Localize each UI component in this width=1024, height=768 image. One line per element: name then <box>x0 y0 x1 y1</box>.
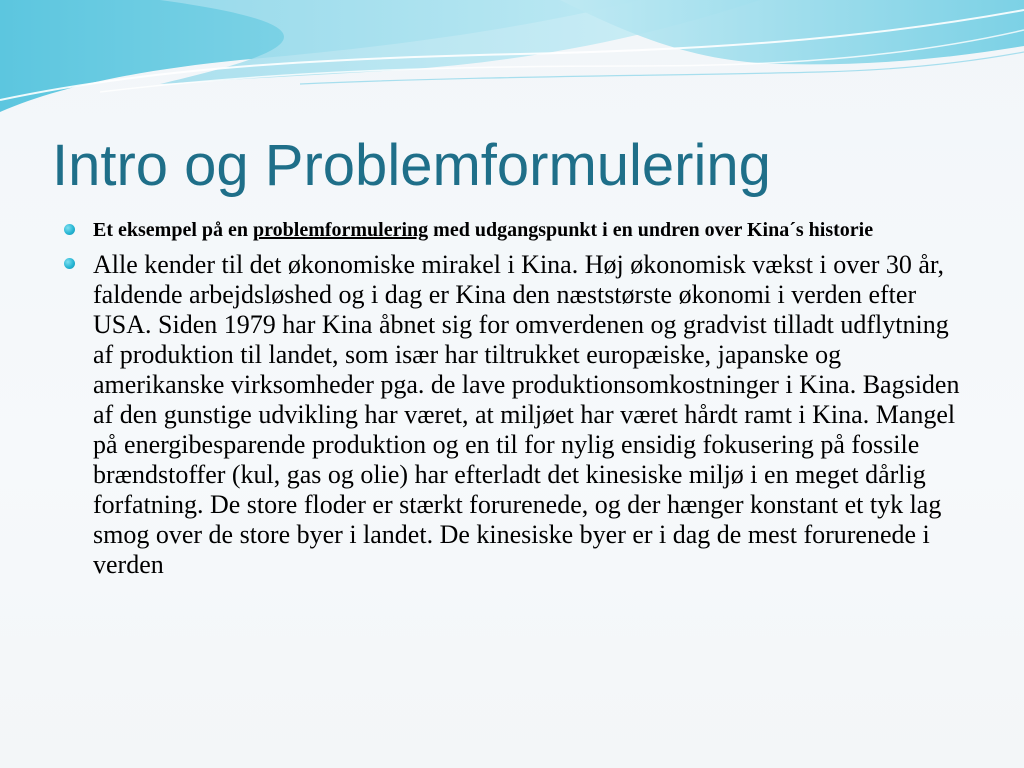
bullet-intro-after: med udgangspunkt i en undren over Kina´s historie <box>428 219 874 241</box>
slide-title: Intro og Problemformulering <box>52 133 771 198</box>
bullet-item-body <box>64 250 964 580</box>
wave-decoration <box>0 0 1024 130</box>
bullet-intro-underlined: problemformulering <box>253 219 429 241</box>
bullet-dot-icon <box>64 258 75 269</box>
bullet-body-text: Alle kender til det økonomiske mirakel i Kina. Høj økonomisk vækst i over 30 år, faldende arbejdsløshed og i dag er Kina den næststørste økonomi i verden efter USA. Siden 1979 har Kina åbnet sig for omverdenen og gradvist tilladt udflytning af produktion til landet, som især har tiltrukket europæiske, japanske og amerikanske virksomheder pga. de lave produktionsomkostninger i Kina. Bagsiden af den gunstige udvikling har været, at miljøet har været hårdt ramt i Kina. Mangel på energibesparende produktion og en til for nylig ensidig fokusering på fossile brændstoffer (kul, gas og olie) har efterladt det kinesiske miljø i en meget dårlig forfatning. De store floder er stærkt forurenede, og der hænger konstant et tyk lag smog over de store byer i landet. De kinesiske byer er i dag de mest forurenede i verden <box>93 250 960 579</box>
bullet-item-intro <box>64 218 964 243</box>
bullet-intro-before: Et eksempel på en <box>93 219 253 241</box>
bullet-dot-icon <box>64 224 75 235</box>
bullet-list <box>64 218 964 580</box>
